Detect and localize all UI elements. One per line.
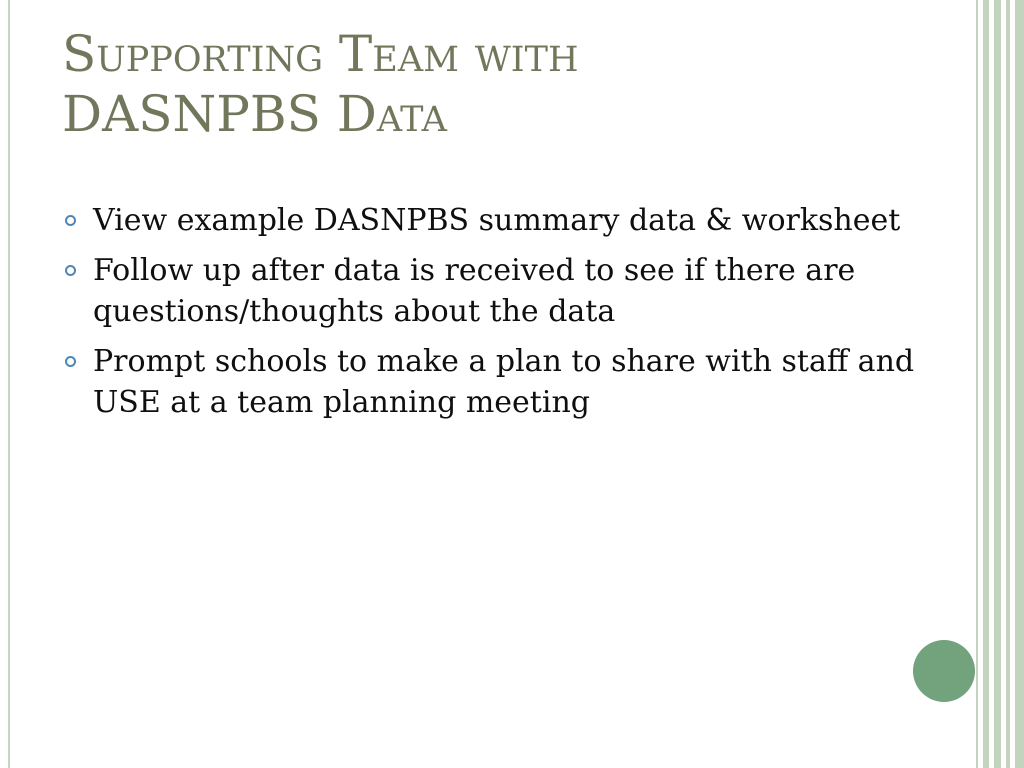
slide-title xyxy=(62,24,942,144)
hollow-circle-bullet-icon xyxy=(65,356,76,367)
decorative-circle xyxy=(913,640,975,702)
decorative-stripe xyxy=(1006,0,1010,768)
decorative-stripe xyxy=(1015,0,1024,768)
bullet-text: Follow up after data is received to see if there are questions/thoughts about the data xyxy=(93,253,856,329)
bullet-item xyxy=(62,250,952,332)
left-border-line xyxy=(8,0,10,768)
bullet-list xyxy=(62,200,952,432)
slide-title-line-2: DASNPBS Data xyxy=(62,85,447,143)
bullet-text: Prompt schools to make a plan to share with staff and USE at a team planning meeting xyxy=(93,344,915,420)
decorative-stripe xyxy=(983,0,989,768)
bullet-text: View example DASNPBS summary data & worksheet xyxy=(93,203,901,238)
hollow-circle-bullet-icon xyxy=(65,265,76,276)
decorative-stripe xyxy=(976,0,978,768)
right-decorative-stripes xyxy=(976,0,1024,768)
hollow-circle-bullet-icon xyxy=(65,215,76,226)
bullet-item xyxy=(62,200,952,241)
slide-title-line-1: Supporting Team with xyxy=(62,25,579,83)
decorative-stripe xyxy=(994,0,1001,768)
bullet-item xyxy=(62,341,952,423)
